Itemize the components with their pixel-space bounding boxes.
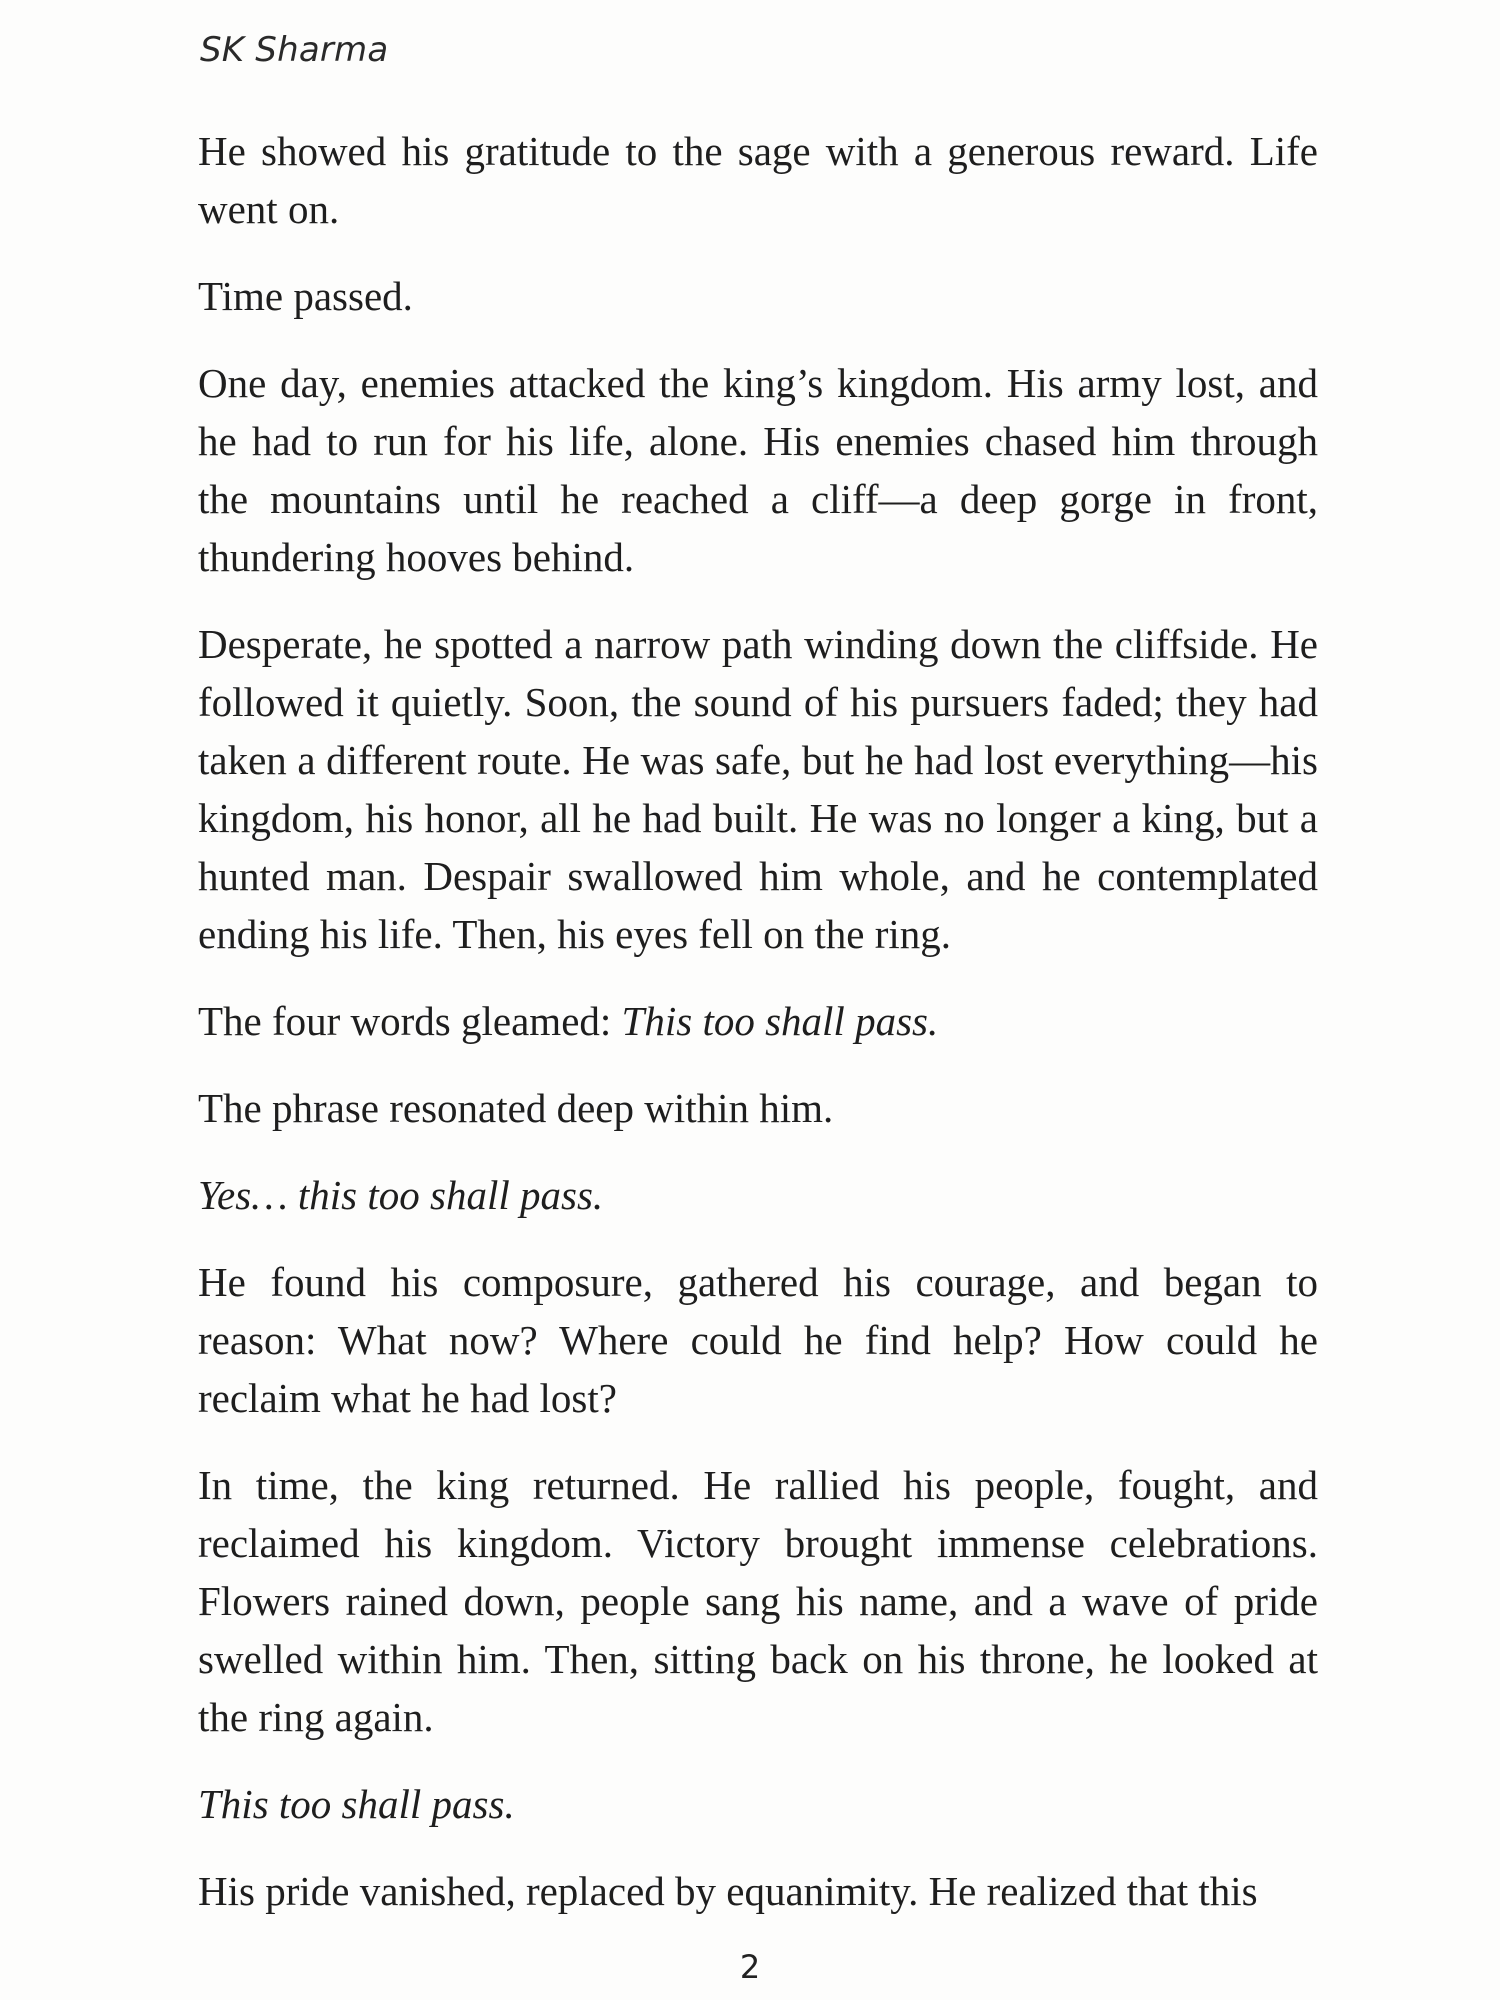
paragraph: In time, the king returned. He rallied his people, fought, and reclaimed his kingdom. Victory brought immense celebrations. Flowers rained down, people sang his name, and a wave of pride swelled within him. Then, sitting back on his throne, he looked at the ring again. xyxy=(198,1462,1318,1740)
emphasized-phrase: This too shall pass. xyxy=(621,998,939,1044)
paragraph: He showed his gratitude to the sage with a generous reward. Life went on. xyxy=(198,128,1318,232)
paragraph: One day, enemies attacked the king’s kingdom. His army lost, and he had to run for his life, alone. His enemies chased him through the mountains until he reached a cliff—a deep gorge in front, thundering hooves behind. xyxy=(198,360,1318,580)
paragraph: His pride vanished, replaced by equanimity. He realized that this xyxy=(198,1868,1258,1914)
italic-paragraph: Yes… this too shall pass. xyxy=(198,1172,604,1218)
paragraph-lead-text: The four words gleamed: xyxy=(198,998,622,1044)
running-head-author: SK Sharma xyxy=(200,30,389,70)
paragraph: Time passed. xyxy=(198,273,413,319)
paragraph-with-emphasis xyxy=(198,992,1318,1050)
page-number: 2 xyxy=(739,1948,761,1986)
body-text xyxy=(198,122,1318,1949)
paragraph: The phrase resonated deep within him. xyxy=(198,1085,834,1131)
paragraph: He found his composure, gathered his courage, and began to reason: What now? Where could he find help? How could he reclaim what he had lost? xyxy=(198,1259,1318,1421)
italic-paragraph: This too shall pass. xyxy=(198,1781,515,1827)
paragraph: Desperate, he spotted a narrow path winding down the cliffside. He followed it quietly. Soon, the sound of his pursuers faded; they had taken a different route. He was safe, but he had lost everything—his kingdom, his honor, all he had built. He was no longer a king, but a hunted man. Despair swallowed him whole, and he contemplated ending his life. Then, his eyes fell on the ring. xyxy=(198,621,1318,957)
